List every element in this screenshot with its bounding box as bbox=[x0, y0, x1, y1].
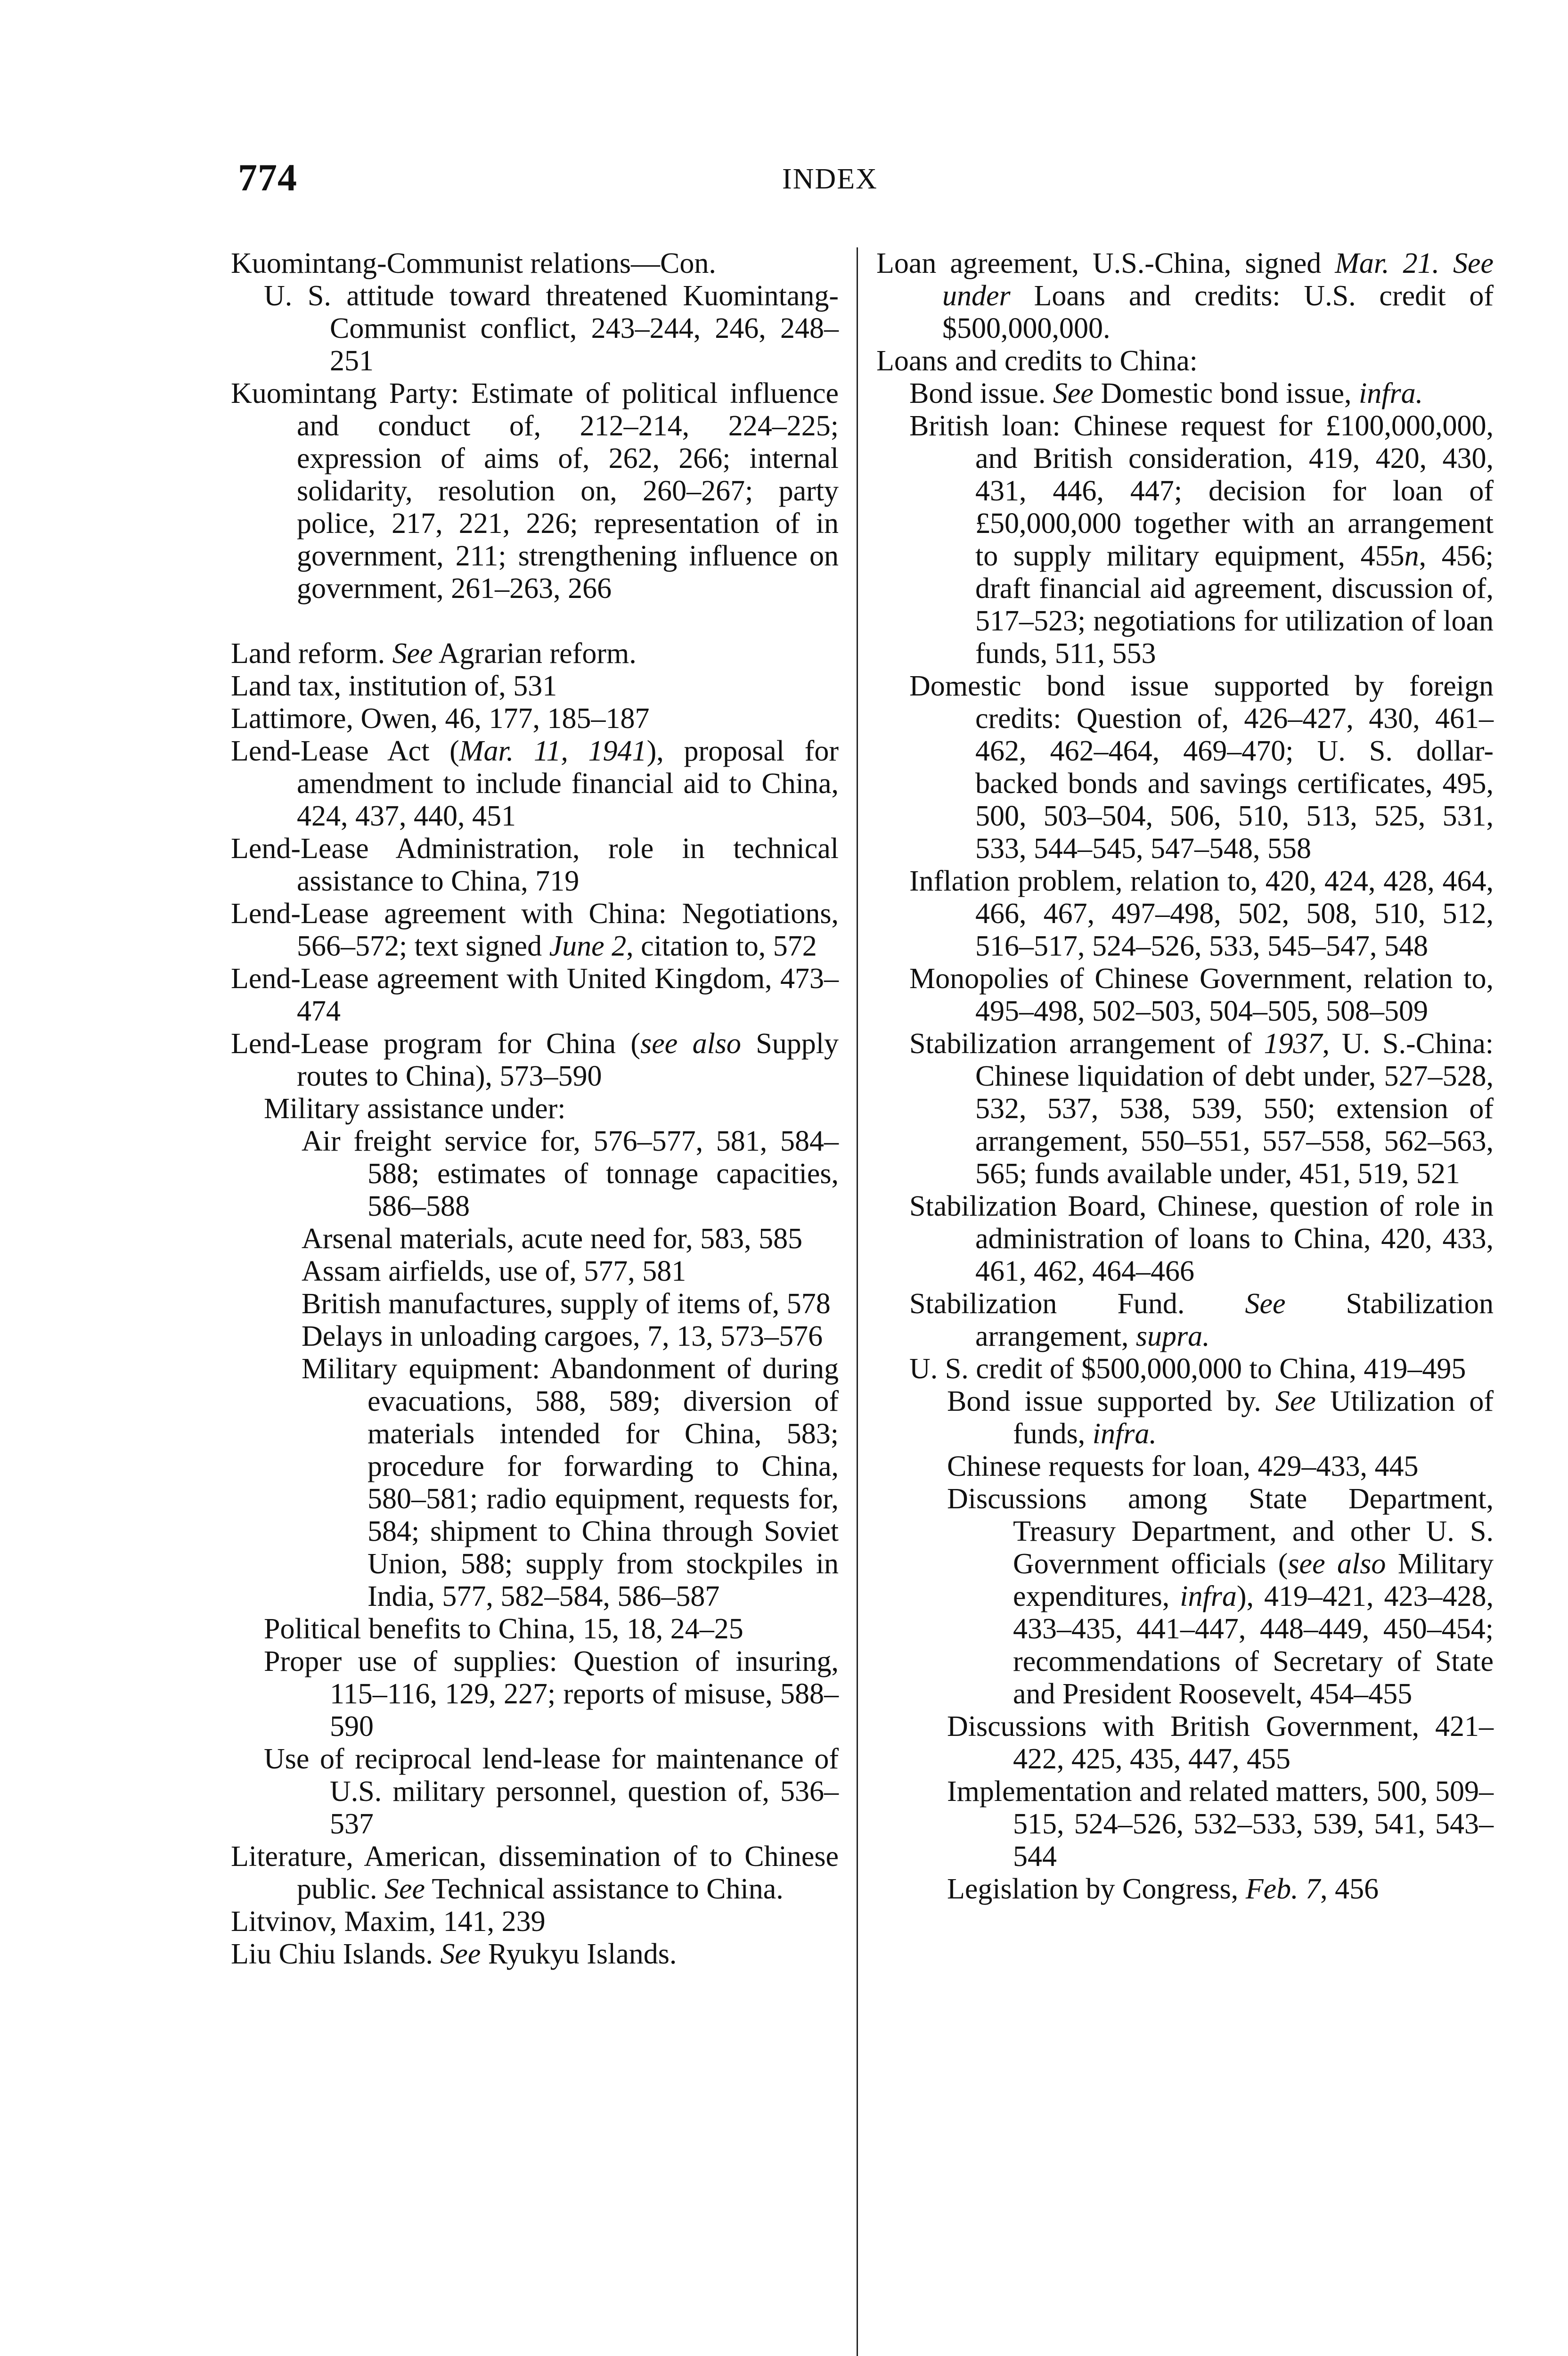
index-entry-text: Lend-Lease program for China ( bbox=[231, 1028, 641, 1060]
index-entry-text: Assam airfields, use of, 577, 581 bbox=[302, 1255, 686, 1287]
index-entry bbox=[876, 247, 1494, 345]
index-entry-text: British manufactures, supply of items of, 578 bbox=[302, 1288, 831, 1320]
index-entry bbox=[231, 1645, 839, 1743]
index-entry-text: Loan agreement, U.S.-China, signed bbox=[876, 247, 1335, 279]
index-entry bbox=[231, 1906, 839, 1938]
index-entry bbox=[231, 1320, 839, 1353]
index-entry bbox=[876, 1353, 1494, 1385]
index-entry bbox=[876, 345, 1494, 377]
index-entry-text: Lend-Lease Act ( bbox=[231, 735, 459, 767]
index-entry bbox=[231, 1028, 839, 1093]
index-entry bbox=[876, 865, 1494, 963]
index-entry bbox=[876, 1385, 1494, 1450]
index-entry-text: Stabilization arrangement, bbox=[975, 1288, 1494, 1352]
index-entry-text: Technical assistance to China. bbox=[425, 1873, 784, 1905]
index-entry-text: Supply routes to China), 573–590 bbox=[297, 1028, 839, 1092]
index-entry-text: Discussions with British Government, 421–422, 425, 435, 447, 455 bbox=[947, 1710, 1494, 1775]
index-entry bbox=[231, 247, 839, 280]
index-entry bbox=[876, 1288, 1494, 1353]
index-entry-italic-text: See bbox=[384, 1873, 425, 1905]
index-entry bbox=[231, 1353, 839, 1613]
index-entry-italic-text: infra. bbox=[1359, 377, 1423, 409]
index-entry-text: Proper use of supplies: Question of insuring, 115–116, 129, 227; reports of misuse, 588–590 bbox=[264, 1645, 839, 1742]
index-entry bbox=[876, 1710, 1494, 1775]
index-entry bbox=[231, 1125, 839, 1223]
index-entry-text: ), proposal for amendment to include financial aid to China, 424, 437, 440, 451 bbox=[297, 735, 839, 832]
index-entry-text: Lattimore, Owen, 46, 177, 185–187 bbox=[231, 703, 650, 735]
index-entry bbox=[876, 1775, 1494, 1873]
index-entry-text: Land reform. bbox=[231, 638, 392, 670]
index-entry bbox=[876, 1483, 1494, 1710]
index-entry bbox=[231, 1938, 839, 1971]
index-entry-text: Delays in unloading cargoes, 7, 13, 573–576 bbox=[302, 1320, 823, 1352]
index-entry-text: Utilization of funds, bbox=[1013, 1385, 1494, 1450]
index-entry-text: Air freight service for, 576–577, 581, 584–588; estimates of tonnage capacities, 586–588 bbox=[302, 1125, 839, 1222]
index-entry-text: U. S. attitude toward threatened Kuomintang-Communist conflict, 243–244, 246, 248–251 bbox=[264, 280, 839, 377]
index-entry-text: Loans and credits: U.S. credit of $500,000,000. bbox=[942, 280, 1494, 344]
index-entry bbox=[231, 1093, 839, 1125]
index-entry-italic-text: supra. bbox=[1135, 1320, 1210, 1352]
index-entry-text: Kuomintang-Communist relations—Con. bbox=[231, 247, 716, 279]
index-entry bbox=[876, 377, 1494, 410]
index-column-left bbox=[231, 247, 839, 1971]
index-entry-text: Bond issue. bbox=[909, 377, 1053, 409]
index-entry-text: Implementation and related matters, 500, 509–515, 524–526, 532–533, 539, 541, 543–544 bbox=[947, 1775, 1494, 1873]
index-entry-text: Litvinov, Maxim, 141, 239 bbox=[231, 1906, 546, 1938]
index-entry-italic-text: see also bbox=[640, 1028, 741, 1060]
index-entry bbox=[231, 963, 839, 1028]
index-entry bbox=[876, 1190, 1494, 1288]
index-entry-italic-text: See bbox=[440, 1938, 481, 1970]
index-entry-text: Literature, American, dissemination of to Chinese public. bbox=[231, 1841, 839, 1905]
index-entry-text: Domestic bond issue, bbox=[1093, 377, 1359, 409]
index-entry bbox=[231, 638, 839, 670]
index-entry bbox=[231, 898, 839, 963]
index-entry-text: Legislation by Congress, bbox=[947, 1873, 1246, 1905]
index-entry-text: Lend-Lease agreement with China: Negotiations, 566–572; text signed bbox=[231, 898, 839, 962]
index-entry-text: , 456 bbox=[1320, 1873, 1379, 1905]
index-entry bbox=[231, 1255, 839, 1288]
index-entry bbox=[876, 670, 1494, 865]
index-entry-text: Military expenditures, bbox=[1013, 1548, 1494, 1612]
index-entry bbox=[231, 1223, 839, 1255]
index-entry-text: U. S. credit of $500,000,000 to China, 419–495 bbox=[909, 1353, 1466, 1385]
column-divider bbox=[857, 247, 858, 2356]
index-entry bbox=[231, 670, 839, 703]
index-entry bbox=[231, 735, 839, 833]
index-entry-text: Chinese requests for loan, 429–433, 445 bbox=[947, 1450, 1419, 1482]
index-entry-text: Lend-Lease Administration, role in technical assistance to China, 719 bbox=[231, 833, 839, 897]
index-entry-text: Arsenal materials, acute need for, 583, 585 bbox=[302, 1223, 803, 1255]
index-entry bbox=[876, 1450, 1494, 1483]
index-entry-text: Political benefits to China, 15, 18, 24–25 bbox=[264, 1613, 743, 1645]
index-entry-text: , citation to, 572 bbox=[626, 930, 817, 962]
running-head: INDEX bbox=[782, 163, 878, 195]
index-entry-text: Use of reciprocal lend-lease for maintenance of U.S. military personnel, question of, 536–537 bbox=[264, 1743, 839, 1840]
index-entry-italic-text: June 2 bbox=[549, 930, 627, 962]
index-entry-italic-text: 1937 bbox=[1264, 1028, 1323, 1060]
index-entry-text: Monopolies of Chinese Government, relation to, 495–498, 502–503, 504–505, 508–509 bbox=[909, 963, 1494, 1027]
index-entry bbox=[231, 1841, 839, 1906]
index-entry-text: Domestic bond issue supported by foreign credits: Question of, 426–427, 430, 461–462, 462–464, 469–470; U. S. dollar-backed bonds and savings certificates, 495, 500, 503–504, 506, 510, 513, 525, 531, 533, 544–545, 547–548, 558 bbox=[909, 670, 1494, 865]
index-entry-text: , U. S.-China: Chinese liquidation of debt under, 527–528, 532, 537, 538, 539, 550; extension of arrangement, 550–551, 557–558, 562–563, 565; funds available under, 451, 519, 521 bbox=[975, 1028, 1494, 1190]
index-entry-text: Agrarian reform. bbox=[433, 638, 637, 670]
index-entry-italic-text: Feb. 7 bbox=[1245, 1873, 1321, 1905]
index-column-right bbox=[876, 247, 1494, 1906]
index-entry-text: Military assistance under: bbox=[264, 1093, 566, 1125]
index-entry-text: Liu Chiu Islands. bbox=[231, 1938, 441, 1970]
index-entry-text: Kuomintang Party: Estimate of political influence and conduct of, 212–214, 224–225; expression of aims of, 262, 266; internal solidarity, resolution on, 260–267; party police, 217, 221, 226; representation of in government, 211; strengthening influence on government, 261–263, 266 bbox=[231, 377, 839, 605]
index-entry-text: Bond issue supported by. bbox=[947, 1385, 1275, 1417]
index-entry-text: Land tax, institution of, 531 bbox=[231, 670, 557, 702]
index-entry bbox=[876, 1028, 1494, 1190]
index-entry-italic-text: see also bbox=[1288, 1548, 1386, 1580]
index-entry-italic-text: See bbox=[1275, 1385, 1316, 1417]
index-entry-text: Inflation problem, relation to, 420, 424, 428, 464, 466, 467, 497–498, 502, 508, 510, 512, 516–517, 524–526, 533, 545–547, 548 bbox=[909, 865, 1494, 962]
index-entry bbox=[231, 1613, 839, 1645]
index-entry-text: Stabilization Board, Chinese, question of role in administration of loans to China, 420, 433, 461, 462, 464–466 bbox=[909, 1190, 1494, 1287]
index-entry bbox=[231, 280, 839, 377]
page-number: 774 bbox=[238, 156, 297, 199]
index-entry-italic-text: See bbox=[1053, 377, 1094, 409]
index-entry-italic-text: Mar. 21. See under bbox=[942, 247, 1494, 312]
index-entry-text: Lend-Lease agreement with United Kingdom, 473–474 bbox=[231, 963, 839, 1027]
index-entry bbox=[231, 1288, 839, 1320]
index-entry-text: Stabilization Fund. bbox=[909, 1288, 1245, 1320]
index-entry-text: ), 419–421, 423–428, 433–435, 441–447, 448–449, 450–454; recommendations of Secretary of State and President Roosevelt, 454–455 bbox=[1013, 1580, 1494, 1710]
index-entry-italic-text: infra bbox=[1180, 1580, 1237, 1612]
index-entry bbox=[876, 410, 1494, 670]
index-entry-text: Loans and credits to China: bbox=[876, 345, 1198, 377]
index-entry-text: British loan: Chinese request for £100,000,000, and British consideration, 419, 420, 430, 431, 446, 447; decision for loan of £50,000,000 together with an arrangement to supply military equipment, 455 bbox=[909, 410, 1494, 572]
index-entry-text: Discussions among State Department, Treasury Department, and other U. S. Government officials ( bbox=[947, 1483, 1494, 1580]
index-entry-text: Stabilization arrangement of bbox=[909, 1028, 1264, 1060]
index-entry-italic-text: infra. bbox=[1092, 1418, 1157, 1450]
index-entry-text: , 456; draft financial aid agreement, discussion of, 517–523; negotiations for utilization of loan funds, 511, 553 bbox=[975, 540, 1494, 670]
index-entry bbox=[231, 703, 839, 735]
index-entry bbox=[231, 1743, 839, 1841]
index-entry bbox=[231, 833, 839, 898]
index-entry-italic-text: See bbox=[1245, 1288, 1286, 1320]
index-entry bbox=[231, 377, 839, 605]
index-entry-text: Ryukyu Islands. bbox=[481, 1938, 677, 1970]
index-entry-italic-text: n bbox=[1404, 540, 1419, 572]
index-entry-text: Military equipment: Abandonment of during evacuations, 588, 589; diversion of materials intended for China, 583; procedure for forwarding to China, 580–581; radio equipment, requests for, 584; shipment to China through Soviet Union, 588; supply from stockpiles in India, 577, 582–584, 586–587 bbox=[302, 1353, 839, 1612]
index-entry bbox=[876, 963, 1494, 1028]
index-entry-italic-text: Mar. 11, 1941 bbox=[459, 735, 647, 767]
index-entry bbox=[876, 1873, 1494, 1906]
index-entry-italic-text: See bbox=[392, 638, 433, 670]
